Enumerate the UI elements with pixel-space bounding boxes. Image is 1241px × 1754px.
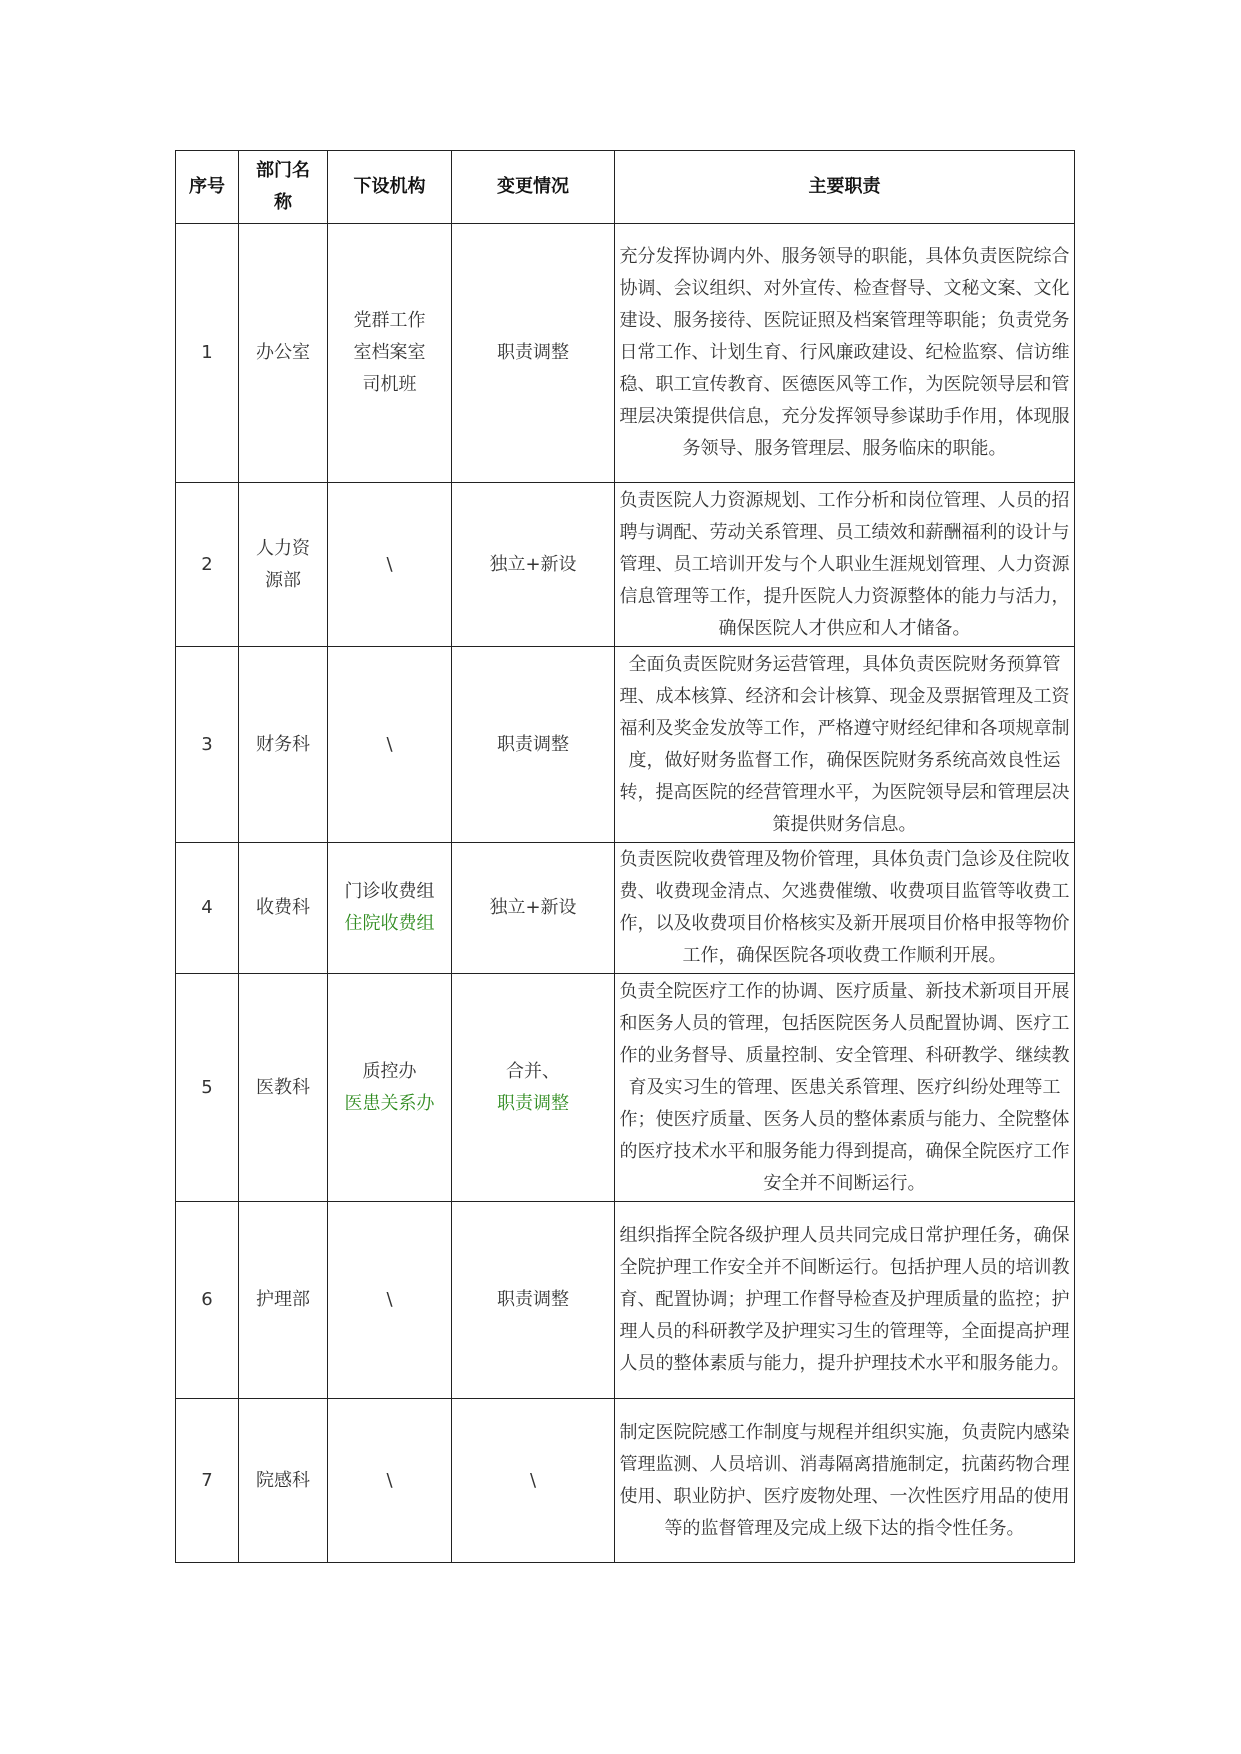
header-duty: 主要职责 [615, 151, 1075, 224]
table-row [176, 483, 1075, 647]
row-no: 5 [176, 974, 239, 1202]
row-change [452, 974, 615, 1202]
row-sub-text-highlighted: 住院收费组 [344, 913, 435, 934]
row-change-text: 独立+新设 [489, 553, 577, 575]
row-duty: 负责医院人力资源规划、工作分析和岗位管理、人员的招聘与调配、劳动关系管理、员工绩效和薪酬福利的设计与管理、员工培训开发与个人职业生涯规划管理、人力资源信息管理等工作，提升医院人力资源整体的能力与活力，确保医院人才供应和人才储备。 [615, 483, 1075, 647]
row-sub-text: 门诊收费组 [344, 881, 435, 902]
row-duty: 组织指挥全院各级护理人员共同完成日常护理任务，确保全院护理工作安全并不间断运行。包括护理人员的培训教育、配置协调；护理工作督导检查及护理质量的监控；护理人员的科研教学及护理实习生的管理等，全面提高护理人员的整体素质与能力，提升护理技术水平和服务能力。 [615, 1202, 1075, 1399]
table-row [176, 647, 1075, 843]
row-change-text: 合并、 [506, 1060, 560, 1082]
row-no: 6 [176, 1202, 239, 1399]
table-row [176, 1399, 1075, 1563]
department-table [175, 150, 1075, 1563]
row-no: 3 [176, 647, 239, 843]
row-change-text: 职责调整 [497, 733, 569, 755]
row-sub-text: 质控办 [362, 1060, 417, 1082]
row-dept [239, 483, 328, 647]
row-sub [328, 1399, 452, 1563]
row-sub-text-highlighted: 医患关系办 [344, 1092, 435, 1114]
row-change [452, 224, 615, 483]
row-sub-text: \ [386, 553, 393, 575]
row-change-text: 独立+新设 [489, 897, 577, 918]
row-sub [328, 1202, 452, 1399]
row-change-text: \ [529, 1469, 537, 1491]
table-row [176, 1202, 1075, 1399]
header-no: 序号 [176, 151, 239, 224]
header-change: 变更情况 [452, 151, 615, 224]
row-duty: 负责全院医疗工作的协调、医疗质量、新技术新项目开展和医务人员的管理，包括医院医务人员配置协调、医疗工作的业务督导、质量控制、安全管理、科研教学、继续教育及实习生的管理、医患关系管理、医疗纠纷处理等工作；使医疗质量、医务人员的整体素质与能力、全院整体的医疗技术水平和服务能力得到提高，确保全院医疗工作安全并不间断运行。 [615, 974, 1075, 1202]
row-duty: 负责医院收费管理及物价管理，具体负责门急诊及住院收费、收费现金清点、欠逃费催缴、收费项目监管等收费工作，以及收费项目价格核实及新开展项目价格申报等物价工作，确保医院各项收费工作顺利开展。 [615, 843, 1075, 974]
row-no: 1 [176, 224, 239, 483]
row-no: 4 [176, 843, 239, 974]
row-dept: 财务科 [239, 647, 328, 843]
row-change [452, 1399, 615, 1563]
row-dept: 护理部 [239, 1202, 328, 1399]
row-change-text: 职责调整 [497, 1289, 569, 1310]
row-change-text: 职责调整 [497, 342, 569, 363]
row-no: 2 [176, 483, 239, 647]
row-duty: 充分发挥协调内外、服务领导的职能，具体负责医院综合协调、会议组织、对外宣传、检查督导、文秘文案、文化建设、服务接待、医院证照及档案管理等职能；负责党务日常工作、计划生育、行风廉政建设、纪检监察、信访维稳、职工宣传教育、医德医风等工作，为医院领导层和管理层决策提供信息，充分发挥领导参谋助手作用，体现服务领导、服务管理层、服务临床的职能。 [615, 224, 1075, 483]
row-change [452, 483, 615, 647]
row-duty: 制定医院院感工作制度与规程并组织实施，负责院内感染管理监测、人员培训、消毒隔离措施制定，抗菌药物合理使用、职业防护、医疗废物处理、一次性医疗用品的使用等的监督管理及完成上级下达的指令性任务。 [615, 1399, 1075, 1563]
table-row [176, 974, 1075, 1202]
row-change [452, 1202, 615, 1399]
header-sub: 下设机构 [328, 151, 452, 224]
table-header-row [176, 151, 1075, 224]
row-change [452, 647, 615, 843]
row-sub-text: \ [386, 1469, 393, 1491]
row-change-text-highlighted: 职责调整 [497, 1092, 569, 1114]
row-dept: 院感科 [239, 1399, 328, 1563]
row-sub [328, 224, 452, 483]
row-sub [328, 647, 452, 843]
row-no: 7 [176, 1399, 239, 1563]
row-dept-text: 人力资源部 [256, 537, 310, 591]
header-dept [239, 151, 328, 224]
row-sub [328, 974, 452, 1202]
row-sub [328, 483, 452, 647]
header-dept-label: 部门名称 [256, 160, 310, 213]
row-sub-text: \ [386, 1289, 393, 1310]
row-sub-text: \ [386, 733, 393, 755]
row-dept: 收费科 [239, 843, 328, 974]
row-dept: 办公室 [239, 224, 328, 483]
row-dept: 医教科 [239, 974, 328, 1202]
row-sub-text: 党群工作室档案室司机班 [353, 310, 426, 395]
table-row [176, 224, 1075, 483]
table-row [176, 843, 1075, 974]
row-duty: 全面负责医院财务运营管理，具体负责医院财务预算管理、成本核算、经济和会计核算、现金及票据管理及工资福利及奖金发放等工作，严格遵守财经纪律和各项规章制度，做好财务监督工作，确保医院财务系统高效良性运转，提高医院的经营管理水平，为医院领导层和管理层决策提供财务信息。 [615, 647, 1075, 843]
row-sub [328, 843, 452, 974]
row-change [452, 843, 615, 974]
